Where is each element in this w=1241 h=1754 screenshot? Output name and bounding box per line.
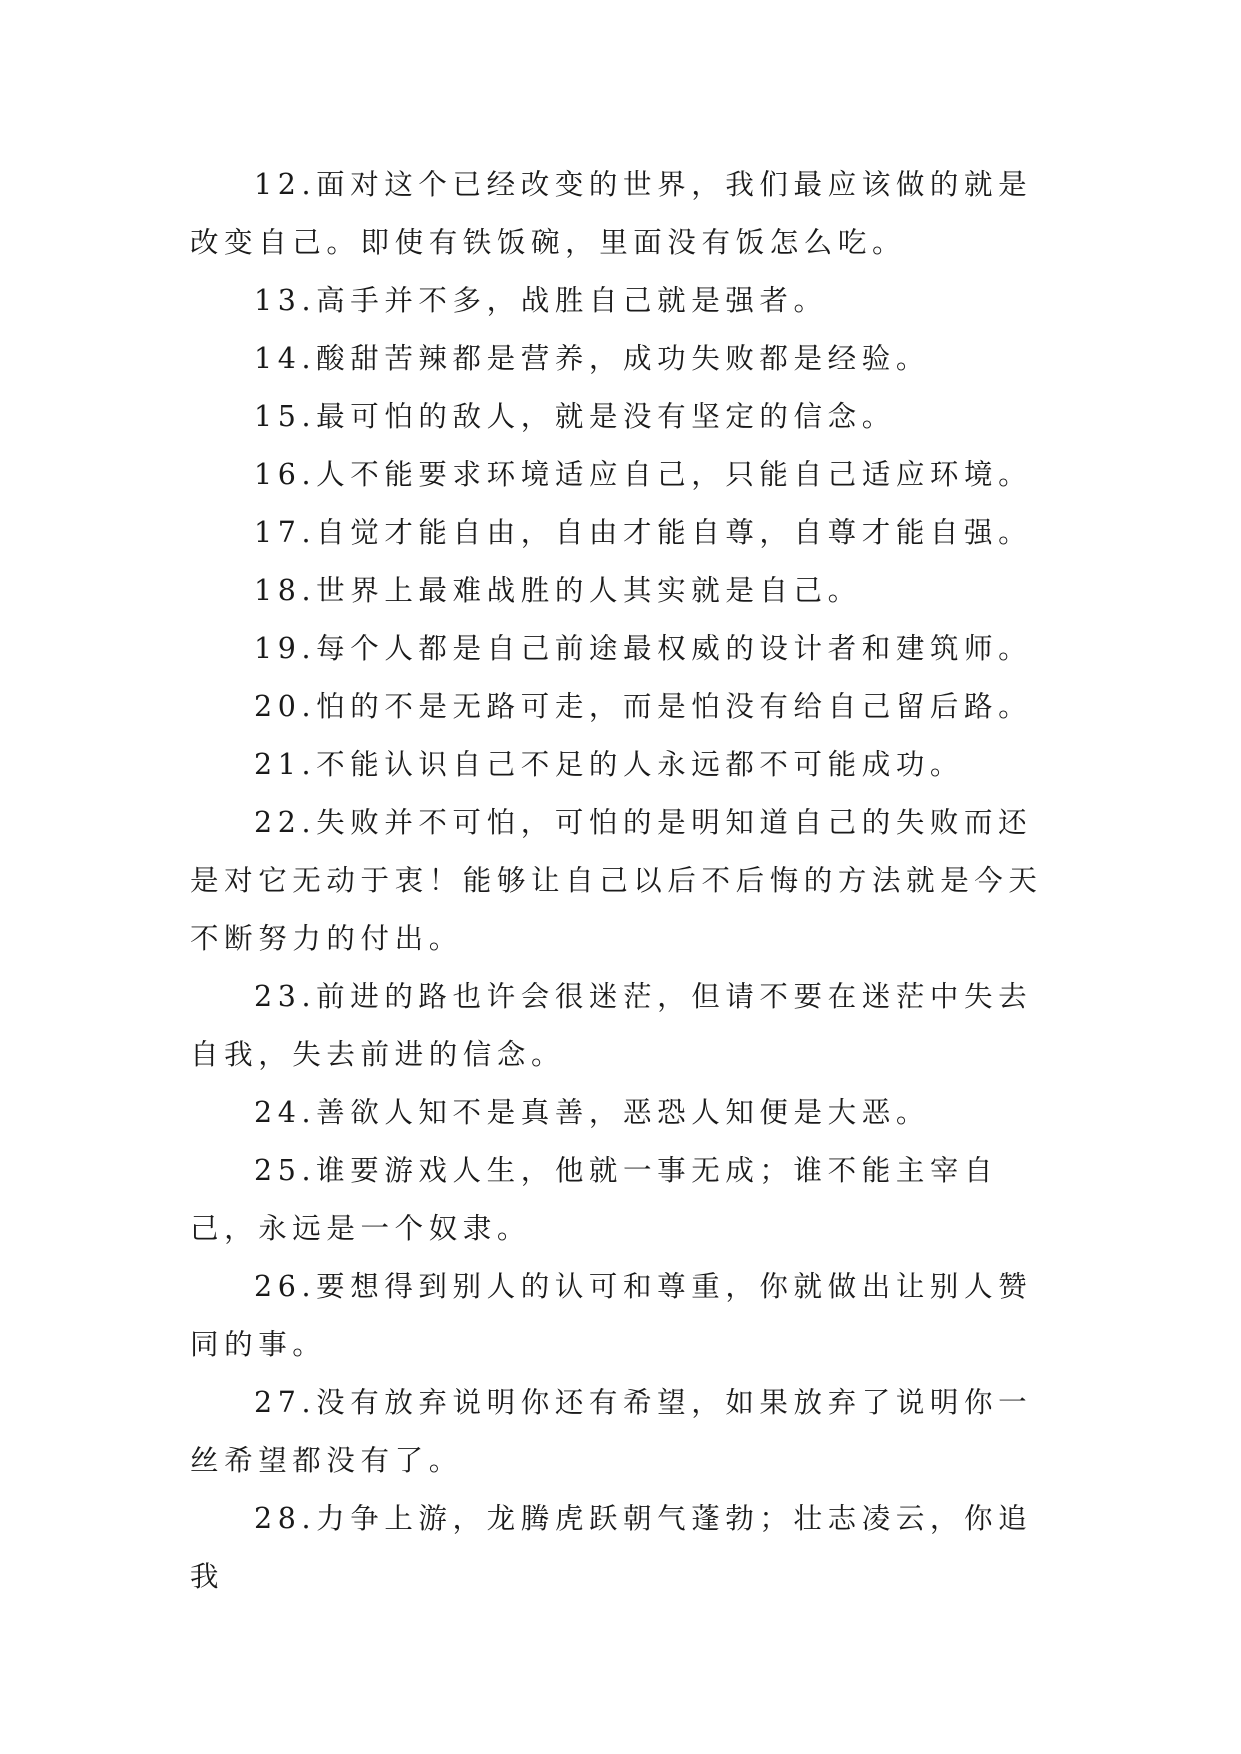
paragraph-14: 14.酸甜苦辣都是营养，成功失败都是经验。	[254, 342, 930, 375]
paragraph-28: 28.力争上游，龙腾虎跃朝气蓬勃；壮志凌云，你追我	[190, 1502, 1033, 1593]
paragraph-25: 25.谁要游戏人生，他就一事无成；谁不能主宰自己，永远是一个奴隶。	[190, 1154, 999, 1245]
paragraph-21: 21.不能认识自己不足的人永远都不可能成功。	[254, 748, 965, 781]
paragraph-17: 17.自觉才能自由，自由才能自尊，自尊才能自强。	[254, 516, 1033, 549]
paragraph-18: 18.世界上最难战胜的人其实就是自己。	[254, 574, 862, 607]
paragraph-12: 12.面对这个已经改变的世界，我们最应该做的就是改变自己。即使有铁饭碗，里面没有饭怎么吃。	[190, 168, 1033, 259]
paragraph-20: 20.怕的不是无路可走，而是怕没有给自己留后路。	[254, 690, 1033, 723]
document-body	[190, 156, 1052, 1606]
paragraph-19: 19.每个人都是自己前途最权威的设计者和建筑师。	[254, 632, 1033, 665]
paragraph-24: 24.善欲人知不是真善，恶恐人知便是大恶。	[254, 1096, 930, 1129]
paragraph-22: 22.失败并不可怕，可怕的是明知道自己的失败而还是对它无动于衷！能够让自己以后不后悔的方法就是今天不断努力的付出。	[190, 806, 1043, 955]
paragraph-15: 15.最可怕的敌人，就是没有坚定的信念。	[254, 400, 896, 433]
paragraph-13: 13.高手并不多，战胜自己就是强者。	[254, 284, 828, 317]
paragraph-27: 27.没有放弃说明你还有希望，如果放弃了说明你一丝希望都没有了。	[190, 1386, 1033, 1477]
paragraph-16: 16.人不能要求环境适应自己，只能自己适应环境。	[254, 458, 1033, 491]
paragraph-23: 23.前进的路也许会很迷茫，但请不要在迷茫中失去自我，失去前进的信念。	[190, 980, 1033, 1071]
paragraph-26: 26.要想得到别人的认可和尊重，你就做出让别人赞同的事。	[190, 1270, 1033, 1361]
